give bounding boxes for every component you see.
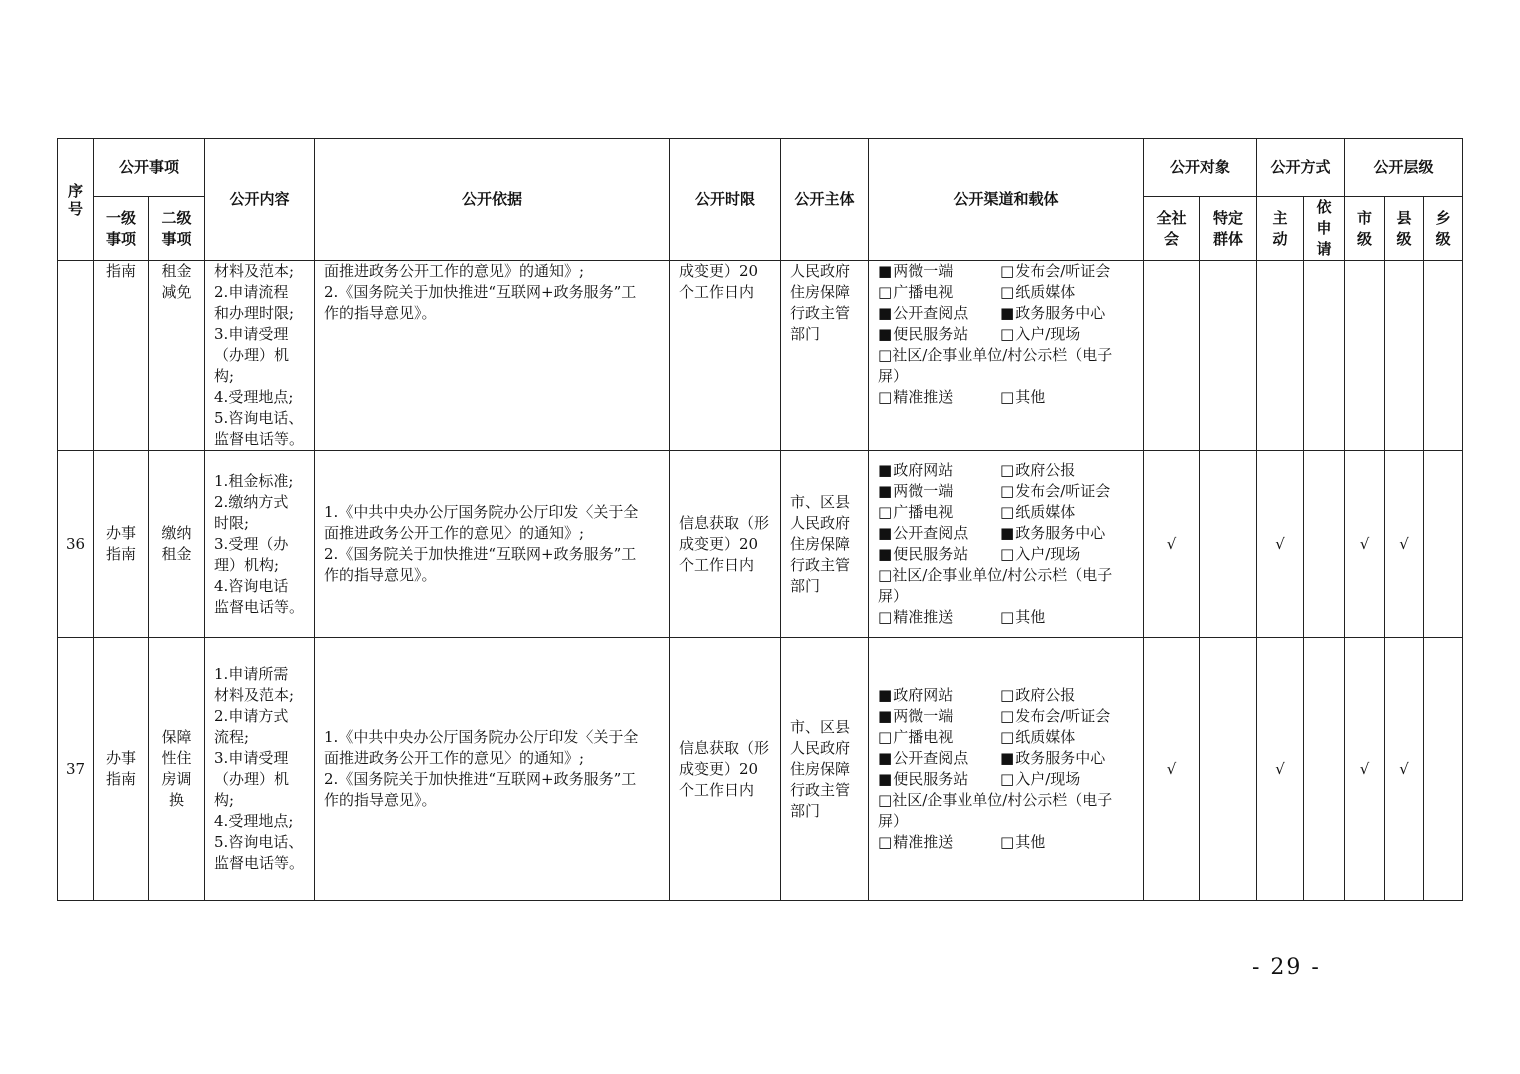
channel-label: 广播电视: [893, 283, 954, 301]
content-line: 3.申请受理: [214, 749, 289, 767]
seq-cell: 36: [58, 451, 94, 638]
empty-checkbox-icon: □: [1000, 388, 1015, 406]
subject-line: 人民政府: [790, 513, 851, 532]
cell-text: 办事指南: [106, 524, 137, 563]
header-method-active: 主动: [1257, 197, 1304, 261]
channel-label: 精准推送: [893, 833, 954, 851]
channel-item: [1000, 748, 1140, 769]
filled-checkbox-icon: ■: [878, 304, 893, 322]
subject-line: 住房保障: [790, 283, 851, 301]
content-line: 4.受理地点;: [214, 388, 294, 406]
time-limit-line: 成变更）20: [679, 534, 759, 553]
content-cell: [205, 451, 315, 638]
basis-line: 1.《中共中央办公厅国务院办公厅印发〈关于全: [324, 728, 639, 746]
header-target-specific: 特定群体: [1200, 197, 1257, 261]
header-level2: 二级事项: [149, 197, 205, 261]
content-line: 4.受理地点;: [214, 812, 294, 830]
channel-label: 政府公报: [1015, 686, 1076, 704]
content-line: 3.申请受理: [214, 325, 289, 343]
subject-line: 行政主管: [790, 780, 851, 799]
channel-community: □社区/企事业单位/村公示栏（电子屏）: [878, 791, 1113, 830]
level2-cell: [149, 638, 205, 901]
tier-county-cell: [1385, 261, 1424, 451]
tier-city-cell: √: [1345, 638, 1385, 901]
time-limit-line: 个工作日内: [679, 555, 755, 574]
empty-checkbox-icon: □: [1000, 503, 1015, 521]
subject-cell: [781, 638, 869, 901]
content-line: 5.咨询电话、: [214, 409, 304, 427]
header-content: 公开内容: [205, 139, 315, 261]
time-limit-line: 个工作日内: [679, 283, 755, 301]
channel-item: [1000, 481, 1140, 502]
cell-text: 缴纳租金: [161, 524, 192, 563]
channel-label: 便民服务站: [893, 545, 969, 563]
content-line: 监督电话等。: [214, 854, 305, 872]
empty-checkbox-icon: □: [1000, 461, 1015, 479]
channel-item: [878, 481, 1000, 502]
content-line: 和办理时限;: [214, 304, 295, 322]
header-matter: 公开事项: [94, 139, 205, 197]
header-subject: 公开主体: [781, 139, 869, 261]
header-time-limit: 公开时限: [670, 139, 781, 261]
filled-checkbox-icon: ■: [1000, 304, 1015, 322]
empty-checkbox-icon: □: [1000, 686, 1015, 704]
channels-cell: [869, 261, 1144, 451]
subject-line: 行政主管: [790, 304, 851, 322]
channel-label: 纸质媒体: [1015, 503, 1076, 521]
filled-checkbox-icon: ■: [878, 686, 893, 704]
subject-line: 部门: [790, 325, 821, 343]
channel-community: □社区/企事业单位/村公示栏（电子屏）: [878, 566, 1113, 605]
subject-line: 住房保障: [790, 759, 851, 778]
level1-cell: [94, 261, 149, 451]
method-request-cell: [1304, 261, 1345, 451]
basis-line: 1.《中共中央办公厅国务院办公厅印发〈关于全: [324, 503, 639, 521]
channel-item: [1000, 502, 1140, 523]
channel-label: 精准推送: [893, 608, 954, 626]
empty-checkbox-icon: □: [878, 283, 893, 301]
subject-line: 行政主管: [790, 555, 851, 574]
content-line: 监督电话等。: [214, 597, 305, 616]
filled-checkbox-icon: ■: [878, 707, 893, 725]
basis-line: 2.《国务院关于加快推进“互联网+政务服务”工: [324, 770, 637, 788]
channel-item: [878, 460, 1000, 481]
content-line: 2.缴纳方式: [214, 492, 289, 511]
tier-town-cell: [1424, 261, 1463, 451]
channel-item: [1000, 523, 1140, 544]
channels-cell: [869, 638, 1144, 901]
header-level1: 一级事项: [94, 197, 149, 261]
channel-label: 精准推送: [893, 388, 954, 406]
channel-label: 政务服务中心: [1015, 304, 1106, 322]
cell-text: 指南: [106, 262, 137, 280]
basis-line: 作的指导意见》。: [324, 791, 437, 809]
empty-checkbox-icon: □: [1000, 545, 1015, 563]
channel-item: [878, 387, 1000, 408]
empty-checkbox-icon: □: [878, 388, 893, 406]
cell-text: 保障性住房调换: [161, 728, 192, 809]
tier-city-cell: √: [1345, 451, 1385, 638]
time-limit-line: 成变更）20: [679, 262, 759, 280]
channel-label: 入户/现场: [1015, 545, 1081, 563]
channel-label: 纸质媒体: [1015, 283, 1076, 301]
channel-item: [878, 769, 1000, 790]
seq-cell: [58, 261, 94, 451]
header-target-all: 全社会: [1144, 197, 1200, 261]
cell-text: 办事指南: [106, 749, 137, 788]
level2-cell: [149, 261, 205, 451]
channel-item: [878, 727, 1000, 748]
target-specific-cell: [1200, 451, 1257, 638]
method-request-cell: [1304, 451, 1345, 638]
empty-checkbox-icon: □: [1000, 728, 1015, 746]
method-active-cell: √: [1257, 638, 1304, 901]
basis-cell: [315, 638, 670, 901]
channel-community: □社区/企事业单位/村公示栏（电子屏）: [878, 346, 1113, 385]
basis-line: 面推进政务公开工作的意见〉的通知》;: [324, 749, 585, 767]
basis-cell: [315, 261, 670, 451]
channel-item: [878, 544, 1000, 565]
content-line: 2.申请方式: [214, 707, 289, 725]
subject-line: 部门: [790, 801, 821, 820]
subject-line: 人民政府: [790, 262, 851, 280]
filled-checkbox-icon: ■: [878, 325, 893, 343]
channel-label: 发布会/听证会: [1015, 707, 1111, 725]
channel-item: [1000, 727, 1140, 748]
channel-item: [878, 324, 1000, 345]
basis-line: 面推进政务公开工作的意见》的通知》;: [324, 262, 585, 280]
channel-label: 政府公报: [1015, 461, 1076, 479]
channel-item: [1000, 387, 1140, 408]
channel-item: [878, 303, 1000, 324]
empty-checkbox-icon: □: [878, 608, 893, 626]
channel-label: 便民服务站: [893, 325, 969, 343]
content-line: （办理）机: [214, 346, 290, 364]
channel-item: [1000, 261, 1140, 282]
channel-item: [878, 706, 1000, 727]
filled-checkbox-icon: ■: [1000, 524, 1015, 542]
target-all-cell: [1144, 261, 1200, 451]
content-line: 3.受理（办: [214, 534, 289, 553]
content-line: 材料及范本;: [214, 686, 295, 704]
subject-line: 部门: [790, 576, 821, 595]
table-row: [58, 638, 1463, 901]
level1-cell: [94, 451, 149, 638]
table-row: [58, 451, 1463, 638]
target-all-cell: √: [1144, 451, 1200, 638]
channel-label: 政务服务中心: [1015, 749, 1106, 767]
table-row: [58, 261, 1463, 451]
empty-checkbox-icon: □: [1000, 833, 1015, 851]
content-cell: [205, 638, 315, 901]
method-active-cell: √: [1257, 451, 1304, 638]
content-line: 1.申请所需: [214, 665, 289, 683]
basis-line: 作的指导意见》。: [324, 304, 437, 322]
channel-item: [1000, 607, 1140, 628]
time-limit-cell: [670, 638, 781, 901]
header-tier-city: 市级: [1345, 197, 1385, 261]
channel-label: 纸质媒体: [1015, 728, 1076, 746]
time-limit-line: 信息获取（形: [679, 738, 770, 757]
channel-item: [1000, 324, 1140, 345]
time-limit-line: 成变更）20: [679, 759, 759, 778]
content-line: 1.租金标准;: [214, 471, 294, 490]
content-cell: [205, 261, 315, 451]
level2-cell: [149, 451, 205, 638]
channel-item: [1000, 832, 1140, 853]
channel-item: [878, 748, 1000, 769]
header-method: 公开方式: [1257, 139, 1345, 197]
content-line: 5.咨询电话、: [214, 833, 304, 851]
channel-item: [878, 832, 1000, 853]
empty-checkbox-icon: □: [1000, 283, 1015, 301]
empty-checkbox-icon: □: [1000, 482, 1015, 500]
channel-item: [878, 607, 1000, 628]
content-line: 4.咨询电话: [214, 576, 289, 595]
empty-checkbox-icon: □: [878, 833, 893, 851]
subject-line: 市、区县: [790, 492, 851, 511]
filled-checkbox-icon: ■: [878, 262, 893, 280]
tier-town-cell: [1424, 638, 1463, 901]
channel-label: 两微一端: [893, 707, 954, 725]
basis-line: 2.《国务院关于加快推进“互联网+政务服务”工: [324, 283, 637, 301]
basis-line: 2.《国务院关于加快推进“互联网+政务服务”工: [324, 545, 637, 563]
page-number: - 29 -: [1252, 955, 1321, 980]
subject-cell: [781, 451, 869, 638]
disclosure-table: [57, 138, 1463, 901]
channel-item: [1000, 706, 1140, 727]
content-line: 理）机构;: [214, 555, 280, 574]
basis-line: 面推进政务公开工作的意见〉的通知》;: [324, 524, 585, 542]
header-seq: 序号: [58, 139, 94, 261]
channel-label: 其他: [1015, 608, 1046, 626]
content-line: 流程;: [214, 728, 250, 746]
empty-checkbox-icon: □: [1000, 707, 1015, 725]
filled-checkbox-icon: ■: [878, 749, 893, 767]
header-tier-town: 乡级: [1424, 197, 1463, 261]
channel-label: 政府网站: [893, 686, 954, 704]
channel-label: 发布会/听证会: [1015, 262, 1111, 280]
empty-checkbox-icon: □: [1000, 262, 1015, 280]
filled-checkbox-icon: ■: [878, 545, 893, 563]
method-request-cell: [1304, 638, 1345, 901]
filled-checkbox-icon: ■: [878, 770, 893, 788]
content-line: 构;: [214, 791, 235, 809]
content-line: 2.申请流程: [214, 283, 289, 301]
channel-item: [1000, 769, 1140, 790]
time-limit-line: 个工作日内: [679, 780, 755, 799]
tier-town-cell: [1424, 451, 1463, 638]
header-basis: 公开依据: [315, 139, 670, 261]
tier-city-cell: [1345, 261, 1385, 451]
channel-item: [878, 523, 1000, 544]
channel-label: 入户/现场: [1015, 770, 1081, 788]
basis-line: 作的指导意见》。: [324, 566, 437, 584]
channel-label: 其他: [1015, 833, 1046, 851]
channel-label: 政府网站: [893, 461, 954, 479]
channel-label: 两微一端: [893, 262, 954, 280]
content-line: （办理）机: [214, 770, 290, 788]
channel-item: [1000, 303, 1140, 324]
channel-label: 发布会/听证会: [1015, 482, 1111, 500]
method-active-cell: [1257, 261, 1304, 451]
channel-label: 其他: [1015, 388, 1046, 406]
target-specific-cell: [1200, 638, 1257, 901]
channel-label: 两微一端: [893, 482, 954, 500]
basis-cell: [315, 451, 670, 638]
channel-label: 入户/现场: [1015, 325, 1081, 343]
content-line: 时限;: [214, 513, 250, 532]
subject-line: 住房保障: [790, 534, 851, 553]
filled-checkbox-icon: ■: [878, 482, 893, 500]
channel-label: 政务服务中心: [1015, 524, 1106, 542]
empty-checkbox-icon: □: [1000, 325, 1015, 343]
tier-county-cell: √: [1385, 451, 1424, 638]
channel-label: 公开查阅点: [893, 524, 969, 542]
seq-cell: 37: [58, 638, 94, 901]
target-all-cell: √: [1144, 638, 1200, 901]
time-limit-line: 信息获取（形: [679, 513, 770, 532]
header-tier: 公开层级: [1345, 139, 1463, 197]
content-line: 构;: [214, 367, 235, 385]
filled-checkbox-icon: ■: [878, 524, 893, 542]
cell-text: 租金减免: [161, 262, 192, 301]
channels-cell: [869, 451, 1144, 638]
subject-line: 市、区县: [790, 717, 851, 736]
channel-label: 广播电视: [893, 728, 954, 746]
empty-checkbox-icon: □: [878, 503, 893, 521]
channel-item: [878, 502, 1000, 523]
channel-item: [878, 261, 1000, 282]
subject-cell: [781, 261, 869, 451]
subject-line: 人民政府: [790, 738, 851, 757]
header-channels: 公开渠道和载体: [869, 139, 1144, 261]
channel-item: [878, 685, 1000, 706]
empty-checkbox-icon: □: [1000, 608, 1015, 626]
content-line: 监督电话等。: [214, 430, 305, 448]
channel-item: [1000, 460, 1140, 481]
tier-county-cell: √: [1385, 638, 1424, 901]
header-method-request: 依申请: [1304, 197, 1345, 261]
channel-item: [878, 282, 1000, 303]
empty-checkbox-icon: □: [878, 728, 893, 746]
channel-label: 公开查阅点: [893, 749, 969, 767]
channel-item: [1000, 282, 1140, 303]
filled-checkbox-icon: ■: [1000, 749, 1015, 767]
target-specific-cell: [1200, 261, 1257, 451]
content-line: 材料及范本;: [214, 262, 295, 280]
time-limit-cell: [670, 261, 781, 451]
channel-label: 公开查阅点: [893, 304, 969, 322]
channel-item: [1000, 544, 1140, 565]
filled-checkbox-icon: ■: [878, 461, 893, 479]
channel-label: 广播电视: [893, 503, 954, 521]
time-limit-cell: [670, 451, 781, 638]
level1-cell: [94, 638, 149, 901]
channel-label: 便民服务站: [893, 770, 969, 788]
header-target: 公开对象: [1144, 139, 1257, 197]
empty-checkbox-icon: □: [1000, 770, 1015, 788]
channel-item: [1000, 685, 1140, 706]
header-tier-county: 县级: [1385, 197, 1424, 261]
